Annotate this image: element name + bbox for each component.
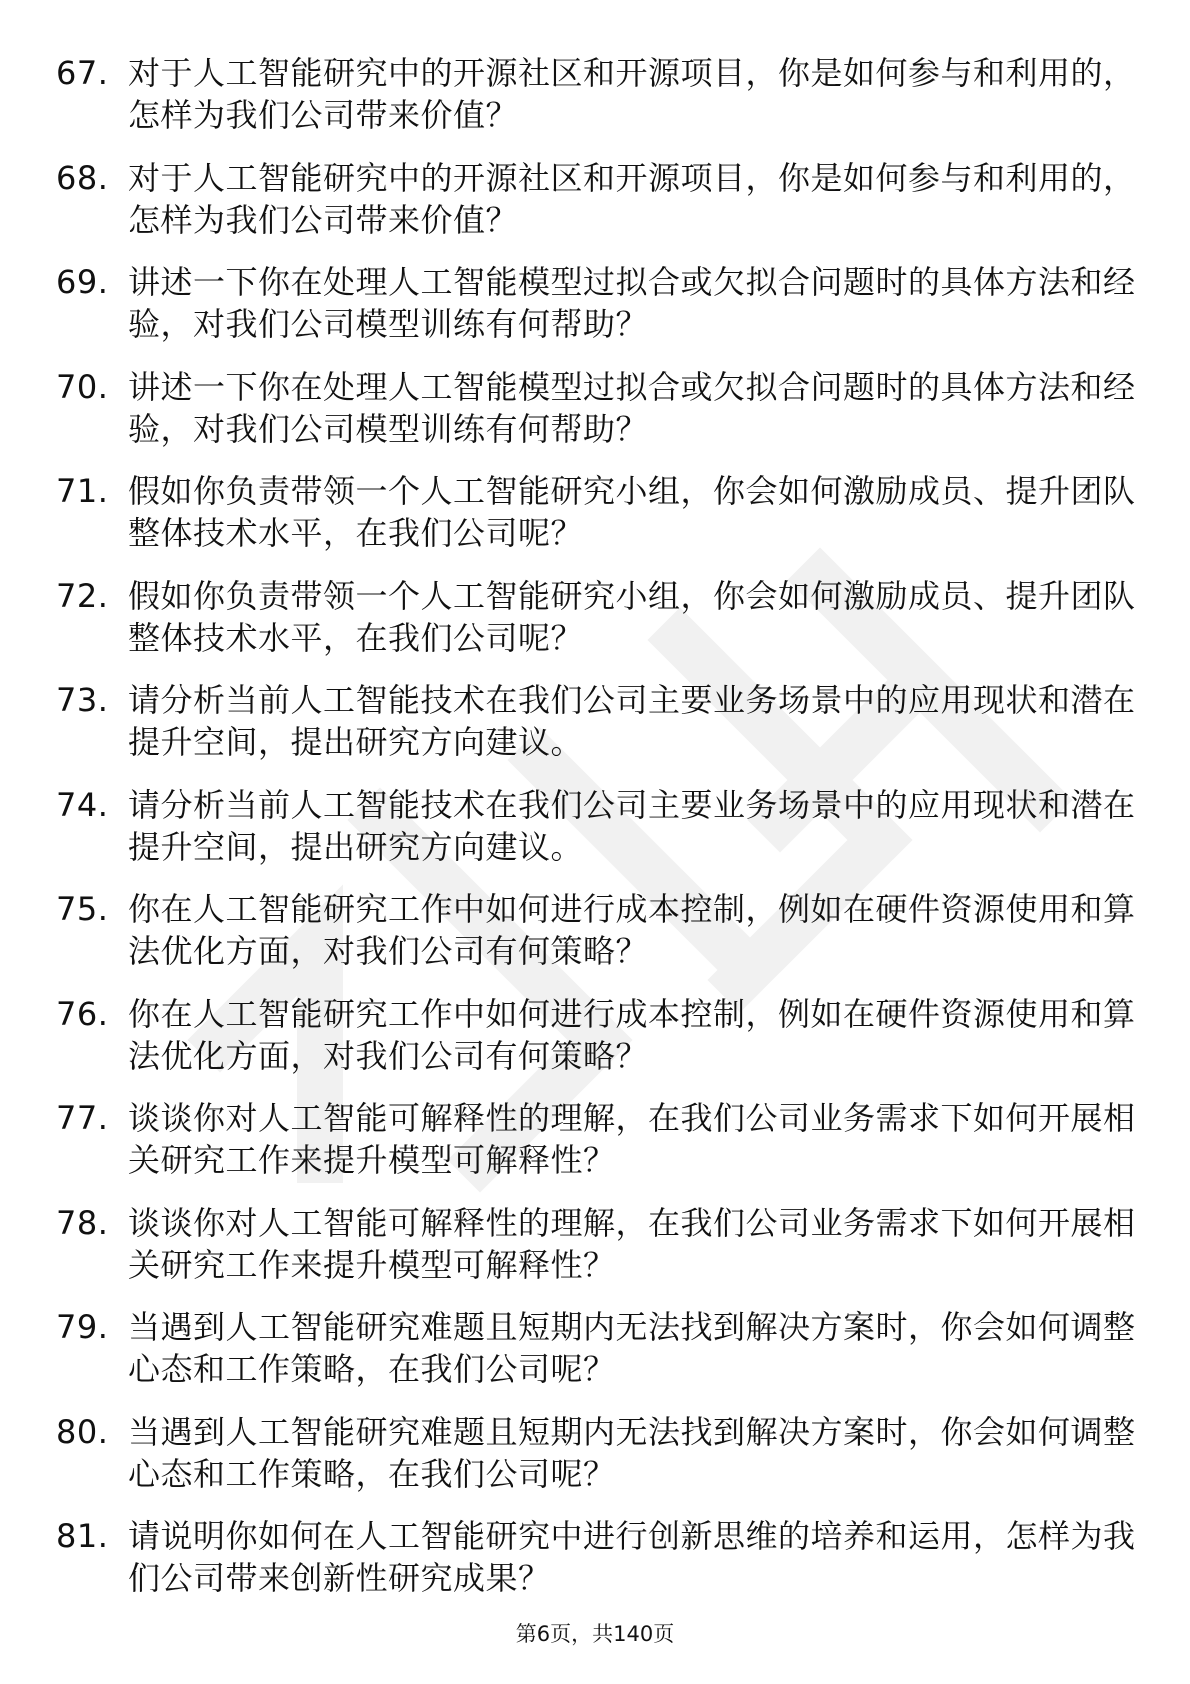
question-item xyxy=(56,1411,1136,1495)
question-number: 74. xyxy=(56,785,109,824)
question-text: 对于人工智能研究中的开源社区和开源项目，你是如何参与和利用的，怎样为我们公司带来价值？ xyxy=(128,158,1136,239)
question-text: 对于人工智能研究中的开源社区和开源项目，你是如何参与和利用的，怎样为我们公司带来价值？ xyxy=(128,54,1136,134)
question-text: 谈谈你对人工智能可解释性的理解，在我们公司业务需求下如何开展相关研究工作来提升模型可解释性？ xyxy=(128,1203,1136,1284)
question-number: 68. xyxy=(56,158,109,197)
question-item xyxy=(56,157,1136,241)
question-number: 81. xyxy=(56,1517,109,1555)
question-list xyxy=(56,52,1136,1620)
question-number: 70. xyxy=(56,367,109,406)
question-text: 你在人工智能研究工作中如何进行成本控制，例如在硬件资源使用和算法优化方面，对我们公司有何策略？ xyxy=(128,994,1136,1075)
question-number: 69. xyxy=(56,263,109,301)
question-item xyxy=(56,1202,1136,1286)
question-item xyxy=(56,993,1136,1077)
question-text: 请分析当前人工智能技术在我们公司主要业务场景中的应用现状和潜在提升空间，提出研究方向建议。 xyxy=(128,681,1136,761)
question-number: 75. xyxy=(56,890,109,928)
question-item xyxy=(56,261,1136,345)
question-item xyxy=(56,52,1136,136)
question-text: 假如你负责带领一个人工智能研究小组，你会如何激励成员、提升团队整体技术水平，在我们公司呢？ xyxy=(128,472,1136,552)
question-text: 当遇到人工智能研究难题且短期内无法找到解决方案时，你会如何调整心态和工作策略，在我们公司呢？ xyxy=(128,1412,1136,1493)
question-text: 请说明你如何在人工智能研究中进行创新思维的培养和运用，怎样为我们公司带来创新性研究成果？ xyxy=(128,1517,1136,1597)
question-text: 假如你负责带领一个人工智能研究小组，你会如何激励成员、提升团队整体技术水平，在我们公司呢？ xyxy=(128,576,1136,657)
question-text: 请分析当前人工智能技术在我们公司主要业务场景中的应用现状和潜在提升空间，提出研究方向建议。 xyxy=(128,785,1136,866)
question-text: 讲述一下你在处理人工智能模型过拟合或欠拟合问题时的具体方法和经验，对我们公司模型训练有何帮助？ xyxy=(128,263,1136,343)
question-number: 80. xyxy=(56,1412,109,1451)
question-text: 当遇到人工智能研究难题且短期内无法找到解决方案时，你会如何调整心态和工作策略，在我们公司呢？ xyxy=(128,1308,1136,1388)
page-footer: 第6页，共140页 xyxy=(515,1622,675,1646)
question-number: 67. xyxy=(56,54,109,92)
question-item xyxy=(56,1306,1136,1390)
question-number: 71. xyxy=(56,472,109,510)
question-item xyxy=(56,679,1136,763)
question-number: 73. xyxy=(56,681,109,719)
question-number: 76. xyxy=(56,994,109,1033)
question-item xyxy=(56,1515,1136,1599)
question-number: 79. xyxy=(56,1308,109,1346)
question-item xyxy=(56,470,1136,554)
question-number: 77. xyxy=(56,1099,109,1137)
question-text: 你在人工智能研究工作中如何进行成本控制，例如在硬件资源使用和算法优化方面，对我们公司有何策略？ xyxy=(128,890,1136,970)
question-item xyxy=(56,575,1136,659)
question-item xyxy=(56,784,1136,868)
question-number: 72. xyxy=(56,576,109,615)
question-item xyxy=(56,1097,1136,1181)
question-number: 78. xyxy=(56,1203,109,1242)
question-item xyxy=(56,366,1136,450)
question-item xyxy=(56,888,1136,972)
question-text: 谈谈你对人工智能可解释性的理解，在我们公司业务需求下如何开展相关研究工作来提升模型可解释性？ xyxy=(128,1099,1136,1179)
question-text: 讲述一下你在处理人工智能模型过拟合或欠拟合问题时的具体方法和经验，对我们公司模型训练有何帮助？ xyxy=(128,367,1136,448)
